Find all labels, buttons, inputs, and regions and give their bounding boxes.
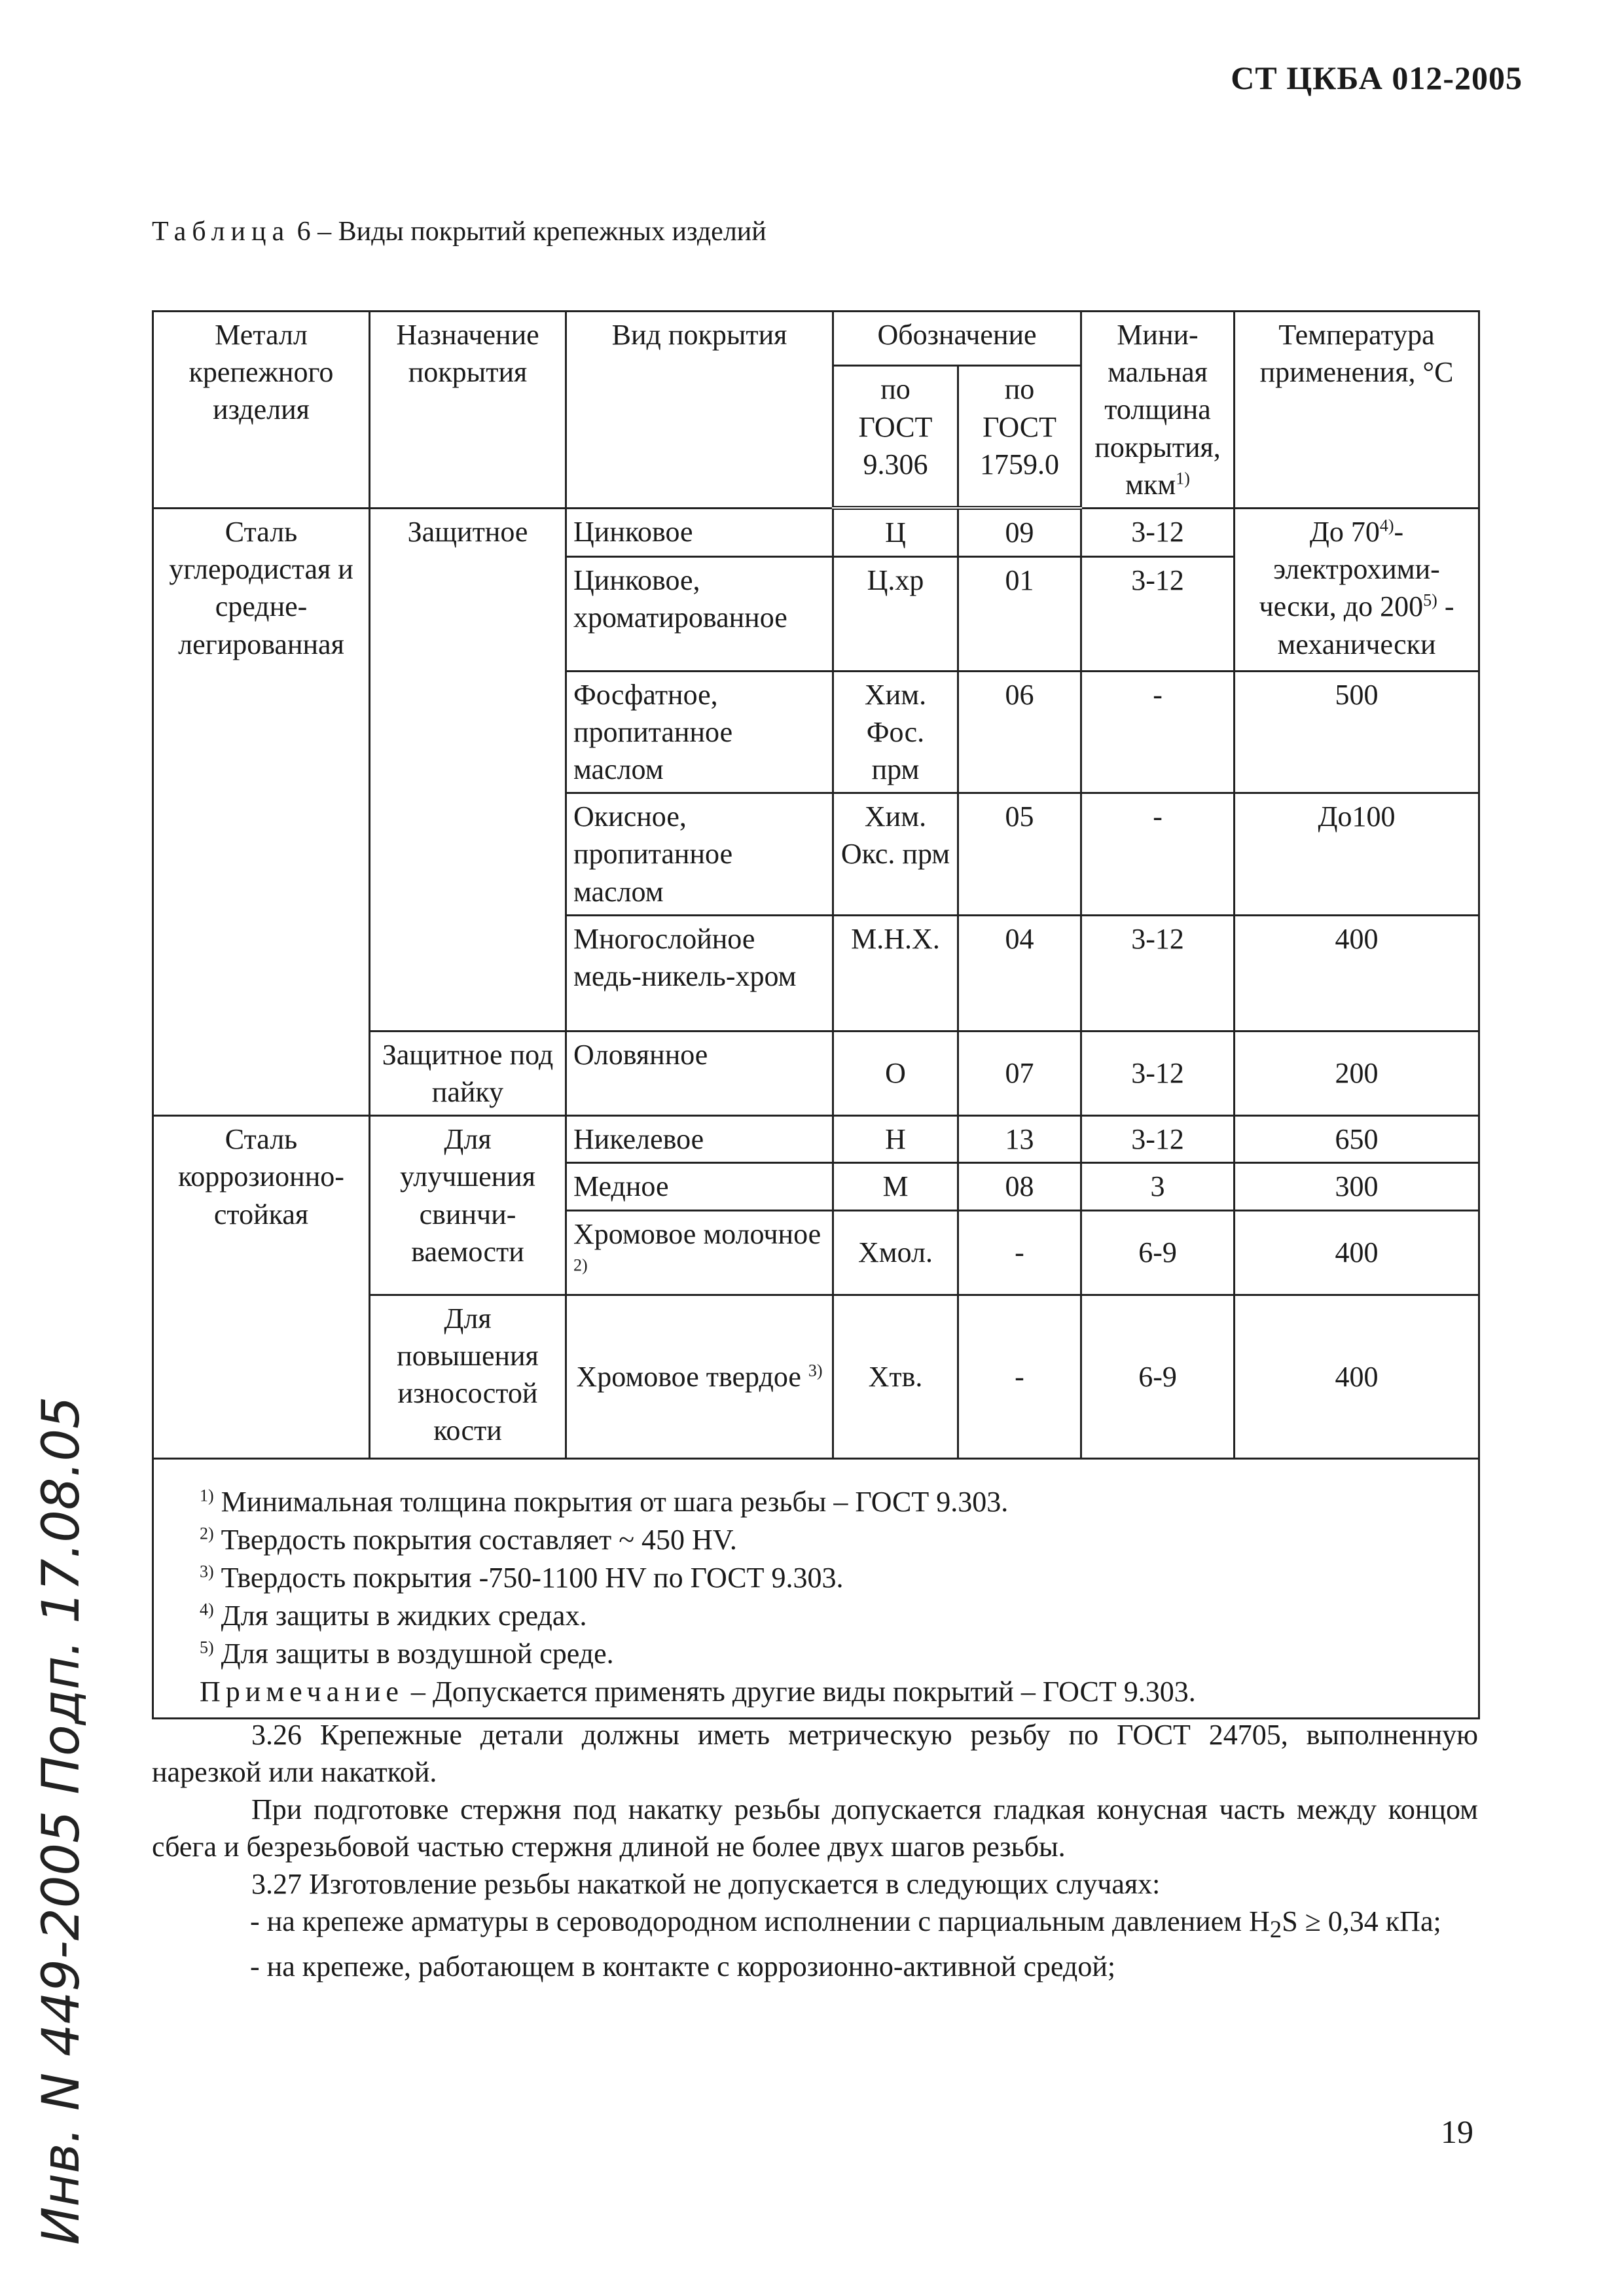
temperature-phosphate: 500: [1235, 671, 1479, 793]
page-number: 19: [1441, 2113, 1473, 2150]
list-item-corrosive: - на крепеже, работающем в контакте с коррозионно-активной средой;: [250, 1950, 1116, 1982]
footnote-5-mark: 5): [200, 1638, 214, 1657]
header-designation: Обозначение: [833, 312, 1081, 366]
header-gost-9306: по ГОСТ 9.306: [833, 366, 958, 508]
footnote-1: [200, 1483, 1439, 1521]
purpose-solder: Защитное под пайку: [370, 1031, 566, 1115]
list-item-h2s: [152, 1903, 1478, 1948]
gost9306-nickel: Н: [833, 1116, 958, 1163]
group-carbon-steel: Сталь углеродистая и средне-легированная: [153, 508, 370, 1115]
gost9306-chrome-milk: Хмол.: [833, 1210, 958, 1295]
header-metal: Металл крепежного изделия: [153, 312, 370, 509]
paragraph-3-27: 3.27 Изготовление резьбы накаткой не допускается в следующих случаях:: [251, 1868, 1161, 1900]
gost1759-multilayer: 04: [958, 915, 1081, 1031]
gost9306-zinc-chrom: Ц.хр: [833, 556, 958, 671]
gost1759-oxide: 05: [958, 793, 1081, 916]
thickness-chrome-hard: 6-9: [1081, 1295, 1235, 1458]
footnote-3: [200, 1559, 1439, 1597]
temp-zinc-a: До 70: [1309, 515, 1380, 548]
temperature-chrome-hard: 400: [1235, 1295, 1479, 1458]
header-thickness: [1081, 312, 1235, 509]
temp-zinc-b-sup: 5): [1423, 590, 1437, 610]
temperature-oxide: До100: [1235, 793, 1479, 916]
footnote-1-text: Минимальная толщина покрытия от шага резьбы – ГОСТ 9.303.: [213, 1485, 1009, 1518]
footnote-4: [200, 1597, 1439, 1635]
gost1759-zinc-chrom: 01: [958, 556, 1081, 671]
gost1759-phosphate: 06: [958, 671, 1081, 793]
coating-nickel: Никелевое: [566, 1116, 833, 1163]
gost9306-phosphate: Хим. Фос. прм: [833, 671, 958, 793]
coatings-table: [152, 310, 1480, 1719]
gost9306-copper: М: [833, 1163, 958, 1210]
thickness-nickel: 3-12: [1081, 1116, 1235, 1163]
thickness-copper: 3: [1081, 1163, 1235, 1210]
footnote-2: [200, 1521, 1439, 1559]
temperature-tin: 200: [1235, 1031, 1479, 1115]
coating-chrome-hard-text: Хромовое твердое: [576, 1360, 801, 1393]
purpose-protective: Защитное: [370, 508, 566, 1031]
header-row: [153, 312, 1479, 366]
thickness-phosphate: -: [1081, 671, 1235, 793]
coating-zinc: Цинковое: [566, 508, 833, 556]
footnote-4-mark: 4): [200, 1600, 214, 1619]
purpose-solderability: Для улучшения свинчи-ваемости: [370, 1116, 566, 1295]
thickness-oxide: -: [1081, 793, 1235, 916]
gost9306-tin: О: [833, 1031, 958, 1115]
temp-zinc-c: - механически: [1277, 590, 1454, 660]
list-item-h2s-b: S ≥ 0,34 кПа;: [1282, 1905, 1441, 1937]
temperature-chrome-milk: 400: [1235, 1210, 1479, 1295]
coating-multilayer: Многослойное медь-никель-хром: [566, 915, 833, 1031]
footnote-3-text: Твердость покрытия -750-1100 HV по ГОСТ 9.303.: [213, 1562, 844, 1594]
coating-oxide: Окисное, пропитанное маслом: [566, 793, 833, 916]
note-text: – Допускается применять другие виды покрытий – ГОСТ 9.303.: [403, 1676, 1196, 1708]
coating-chrome-hard: [566, 1295, 833, 1458]
group-corrosion-steel: Сталь коррозионно-стойкая: [153, 1116, 370, 1459]
header-temperature: Температура применения, °С: [1235, 312, 1479, 509]
thickness-zinc: 3-12: [1081, 508, 1235, 556]
gost1759-nickel: 13: [958, 1116, 1081, 1163]
purpose-wear: Для повышения износостой кости: [370, 1295, 566, 1458]
temp-zinc-a-sup: 4): [1379, 516, 1394, 535]
coating-tin: Оловянное: [566, 1031, 833, 1115]
gost1759-chrome-milk: -: [958, 1210, 1081, 1295]
table-title-label: Таблица: [152, 217, 291, 247]
footnotes: [153, 1458, 1479, 1718]
list-item-h2s-a: - на крепеже арматуры в сероводородном исполнении с парциальным давлением H: [250, 1905, 1270, 1937]
footnote-1-mark: 1): [200, 1486, 214, 1505]
thickness-multilayer: 3-12: [1081, 915, 1235, 1031]
gost1759-tin: 07: [958, 1031, 1081, 1115]
coating-chrome-milk-text: Хромовое молочное: [573, 1217, 821, 1250]
footnote-4-text: Для защиты в жидких средах.: [213, 1600, 587, 1632]
gost1759-copper: 08: [958, 1163, 1081, 1210]
header-thickness-sup: 1): [1176, 469, 1190, 488]
temperature-multilayer: 400: [1235, 915, 1479, 1031]
thickness-chrome-milk: 6-9: [1081, 1210, 1235, 1295]
table-row: [153, 508, 1479, 556]
document-code: СТ ЦКБА 012-2005: [1231, 60, 1523, 96]
list-item-h2s-sub: 2: [1269, 1915, 1282, 1943]
footnote-5-text: Для защиты в воздушной среде.: [213, 1638, 614, 1670]
temp-zinc-b: -электрохими-чески, до 200: [1259, 515, 1440, 623]
inventory-handwritten-note: Инв. N 449-2005 Подп. 17.08.05: [32, 1396, 91, 2245]
coating-phosphate: Фосфатное, пропитанное маслом: [566, 671, 833, 793]
coating-chrome-milk: [566, 1210, 833, 1295]
paragraph-rolling: При подготовке стержня под накатку резьбы допускается гладкая конусная часть между концом сбега и безрезьбовой частью стержня длиной не более двух шагов резьбы.: [152, 1793, 1478, 1863]
footnote-3-mark: 3): [200, 1562, 214, 1581]
table-title: [152, 216, 767, 247]
header-gost-1759: по ГОСТ 1759.0: [958, 366, 1081, 508]
gost9306-chrome-hard: Хтв.: [833, 1295, 958, 1458]
footnote-2-mark: 2): [200, 1524, 214, 1543]
footnote-2-text: Твердость покрытия составляет ~ 450 HV.: [213, 1523, 737, 1556]
thickness-tin: 3-12: [1081, 1031, 1235, 1115]
thickness-zinc-chrom: 3-12: [1081, 556, 1235, 671]
body-text: [152, 1716, 1478, 1985]
note-label: Примечание: [200, 1676, 404, 1708]
temperature-nickel: 650: [1235, 1116, 1479, 1163]
gost1759-zinc: 09: [958, 508, 1081, 556]
coating-chrome-milk-sup: 2): [573, 1255, 588, 1275]
temperature-zinc: [1235, 508, 1479, 671]
table-row: [153, 1116, 1479, 1163]
gost9306-multilayer: М.Н.Х.: [833, 915, 958, 1031]
coating-copper: Медное: [566, 1163, 833, 1210]
table-title-text: 6 – Виды покрытий крепежных изделий: [290, 217, 767, 247]
gost9306-oxide: Хим. Окс. прм: [833, 793, 958, 916]
temperature-copper: 300: [1235, 1163, 1479, 1210]
footnotes-row: [153, 1458, 1479, 1718]
header-purpose: Назначение покрытия: [370, 312, 566, 509]
gost1759-chrome-hard: -: [958, 1295, 1081, 1458]
paragraph-3-26: 3.26 Крепежные детали должны иметь метрическую резьбу по ГОСТ 24705, выполненную нарезкой или накаткой.: [152, 1719, 1478, 1788]
coating-chrome-hard-sup: 3): [808, 1361, 823, 1380]
table-note: [200, 1673, 1439, 1711]
header-thickness-text: Мини-мальная толщина покрытия, мкм: [1094, 319, 1221, 501]
header-coating: Вид покрытия: [566, 312, 833, 509]
footnote-5: [200, 1635, 1439, 1673]
coating-zinc-chrom: Цинковое, хроматированное: [566, 556, 833, 671]
gost9306-zinc: Ц: [833, 508, 958, 556]
